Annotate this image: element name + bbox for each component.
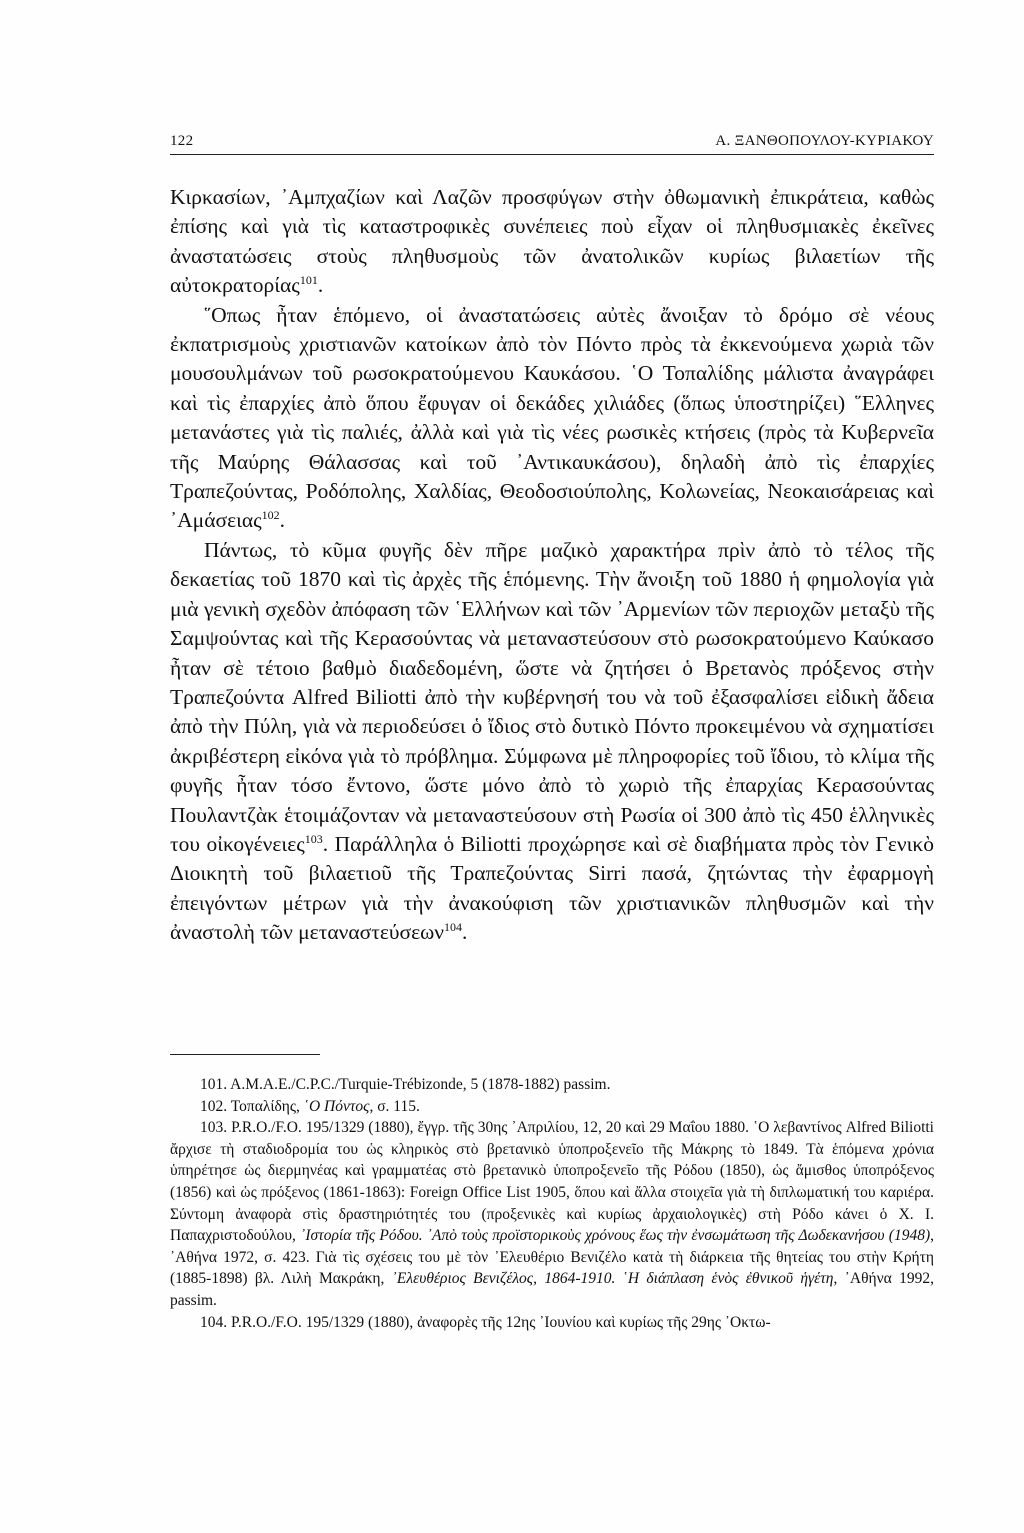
footnote-103-text-c: , ᾿Αθήνα 1992, passim. bbox=[170, 1270, 935, 1309]
footnote-103-title-2: ᾿Ελευθέριος Βενιζέλος, 1864-1910. ῾Η διάπλαση ἑνὸς ἐθνικοῦ ἡγέτη bbox=[391, 1270, 834, 1288]
running-header bbox=[170, 132, 934, 155]
paragraph-2-text: ῞Οπως ἦταν ἑπόμενο, οἱ ἀναστατώσεις αὐτὲς ἄνοιξαν τὸ δρόμο σὲ νέους ἐκπατρισμοὺς χριστιανῶν κατοίκων ἀπὸ τὸν Πόντο πρὸς τὰ ἐκκενούμενα χωριὰ τῶν μουσουλμάνων τοῦ ρωσοκρατούμενου Καυκάσου. ῾Ο Τοπαλίδης μάλιστα ἀναγράφει καὶ τὶς ἐπαρχίες ἀπὸ ὅπου ἔφυγαν οἱ δεκάδες χιλιάδες (ὅπως ὑποστηρίζει) ῞Ελληνες μετανάστες γιὰ τὶς παλιές, ἀλλὰ καὶ γιὰ τὶς νέες ρωσικὲς κτήσεις (πρὸς τὰ Κυβερνεῖα τῆς Μαύρης Θάλασσας καὶ τοῦ ᾿Αντικαυκάσου), δηλαδὴ ἀπὸ τὶς ἐπαρχίες Τραπεζούντας, Ροδόπολης, Χαλδίας, Θεοδοσιούπολης, Κολωνείας, Νεοκαισάρειας καὶ ᾿Αμάσειας bbox=[170, 302, 934, 533]
footnote-ref-104[interactable]: 104 bbox=[444, 920, 462, 934]
paragraph-3-text-a: Πάντως, τὸ κῦμα φυγῆς δὲν πῆρε μαζικὸ χαρακτήρα πρὶν ἀπὸ τὸ τέλος τῆς δεκαετίας τοῦ 1870 καὶ τὶς ἀρχὲς τῆς ἑπόμενης. Τὴν ἄνοιξη τοῦ 1880 ἡ φημολογία γιὰ μιὰ γενικὴ σχεδὸν ἀπόφαση τῶν ῾Ελλήνων καὶ τῶν ᾿Αρμενίων τῶν περιοχῶν μεταξὺ τῆς Σαμψούντας καὶ τῆς Κερασούντας νὰ μεταναστεύσουν στὸ ρωσοκρατούμενο Καύκασο ἦταν σὲ τέτοιο βαθμὸ διαδεδομένη, ὥστε νὰ ζητήσει ὁ Βρετανὸς πρόξενος στὴν Τραπεζούντα Alfred Biliotti ἀπὸ τὴν κυβέρνησή του νὰ τοῦ ἐξασφαλίσει εἰδικὴ ἄδεια ἀπὸ τὴν Πύλη, γιὰ νὰ περιοδεύσει ὁ ἴδιος στὸ δυτικὸ Πόντο προκειμένου νὰ σχηματίσει ἀκριβέστερη εἰκόνα γιὰ τὸ πρόβλημα. Σύμφωνα μὲ πληροφορίες τοῦ ἴδιου, τὸ κλίμα τῆς φυγῆς ἦταν τόσο ἔντονο, ὥστε μόνο ἀπὸ τὸ χωριὸ τῆς ἐπαρχίας Κερασούντας Πουλαντζὰκ ἑτοιμάζονταν νὰ μεταναστεύσουν στὴ Ρωσία οἱ 300 ἀπὸ τὶς 450 ἑλληνικὲς του οἰκογένειες bbox=[170, 537, 934, 856]
paragraph-1-end: . bbox=[317, 273, 324, 298]
paragraph-3-end: . bbox=[462, 920, 468, 945]
footnote-102-text-b: , σ. 115. bbox=[369, 1097, 420, 1115]
page-number: 122 bbox=[170, 133, 194, 149]
footnote-102-title: ῾Ο Πόντος bbox=[303, 1097, 370, 1115]
paragraph-3 bbox=[170, 536, 934, 948]
paragraph-1 bbox=[170, 183, 934, 301]
footnote-102-text-a: 102. Τοπαλίδης, bbox=[200, 1097, 304, 1115]
footnote-103 bbox=[170, 1117, 934, 1311]
footnote-104: 104. P.R.O./F.O. 195/1329 (1880), ἀναφορὲς τῆς 12ης ᾿Ιουνίου καὶ κυρίως τῆς 29ης ᾿Οκτω- bbox=[200, 1313, 771, 1331]
footnote-102 bbox=[170, 1096, 934, 1118]
footnotes bbox=[170, 1074, 934, 1333]
footnote-divider bbox=[170, 1054, 320, 1055]
footnote-103-text-a: 103. P.R.O./F.O. 195/1329 (1880), ἔγγρ. τῆς 30ης ᾿Απριλίου, 12, 20 καὶ 29 Μαΐου 1880. ῾Ο λεβαντίνος Alfred Biliotti ἄρχισε τὴ σταδιοδρομία του ὡς κληρικὸς στὸ βρετανικὸ ὑποπροξενεῖο τῆς Μάκρης τὸ 1849. Τὰ ἑπόμενα χρόνια ὑπηρέτησε ὡς διερμηνέας καὶ γραμματέας στὸ βρετανικὸ ὑποπροξενεῖο τῆς Ρόδου (1850), ὡς ἄμισθος ὑποπρόξενος (1856) καὶ ὡς πρόξενος (1861-1863): Foreign Office List 1905, ὅπου καὶ ἄλλα στοιχεῖα γιὰ τὴ διπλωματική του καριέρα. Σύντομη ἀναφορὰ στὶς δραστηριότητές του (προξενικὲς καὶ κυρίως ἀρχαιολογικὲς) στὴ Ρόδο κάνει ὁ Χ. Ι. Παπαχριστοδούλου, bbox=[170, 1119, 934, 1245]
footnote-ref-102[interactable]: 102 bbox=[261, 508, 280, 523]
footnote-ref-103[interactable]: 103 bbox=[304, 831, 323, 846]
paragraph-1-text: Κιρκασίων, ᾿Αμπχαζίων καὶ Λαζῶν προσφύγων στὴν ὀθωμανικὴ ἐπικράτεια, καθὼς ἐπίσης καὶ γιὰ τὶς καταστροφικὲς συνέπειες ποὺ εἶχαν οἱ πληθυσμιακὲς ἐκεῖνες ἀναστατώσεις στοὺς πληθυσμοὺς τῶν ἀνατολικῶν κυρίως βιλαετίων τῆς αὐτοκρατορίας bbox=[170, 185, 934, 298]
footnote-101: 101. A.M.A.E./C.P.C./Turquie-Trébizonde, 5 (1878-1882) passim. bbox=[200, 1076, 611, 1093]
footnote-103-title-1: ᾿Ιστορία τῆς Ρόδου. ᾿Απὸ τοὺς προϊστορικοὺς χρόνους ἕως τὴν ἐνσωμάτωση τῆς Δωδεκανήσου (1948) bbox=[300, 1227, 931, 1245]
body-text bbox=[170, 183, 934, 948]
paragraph-2-end: . bbox=[279, 508, 286, 533]
footnote-103-text-b: , ᾿Αθήνα 1972, σ. 423. Γιὰ τὶς σχέσεις του μὲ τὸν ᾿Ελευθέριο Βενιζέλο κατὰ τὴ διάρκεια τῆς θητείας του στὴν Κρήτη (1885-1898) βλ. Λιλὴ Μακράκη, bbox=[170, 1227, 934, 1288]
paragraph-3-text-b: . Παράλληλα ὁ Biliotti προχώρησε καὶ σὲ διαβήματα πρὸς τὸν Γενικὸ Διοικητὴ τοῦ βιλαετιοῦ τῆς Τραπεζούντας Sirri πασά, ζητώντας τὴν ἐφαρμογὴ ἐπειγόντων μέτρων γιὰ τὴν ἀνακούφιση τῶν χριστιανικῶν πληθυσμῶν καὶ τὴν ἀναστολὴ τῶν μεταναστεύσεων bbox=[170, 831, 934, 945]
running-head-author: Α. ΞΑΝΘΟΠΟΥΛΟΥ-ΚΥΡΙΑΚΟΥ bbox=[715, 133, 934, 149]
footnote-ref-101[interactable]: 101 bbox=[299, 273, 318, 288]
paragraph-2 bbox=[170, 301, 934, 536]
